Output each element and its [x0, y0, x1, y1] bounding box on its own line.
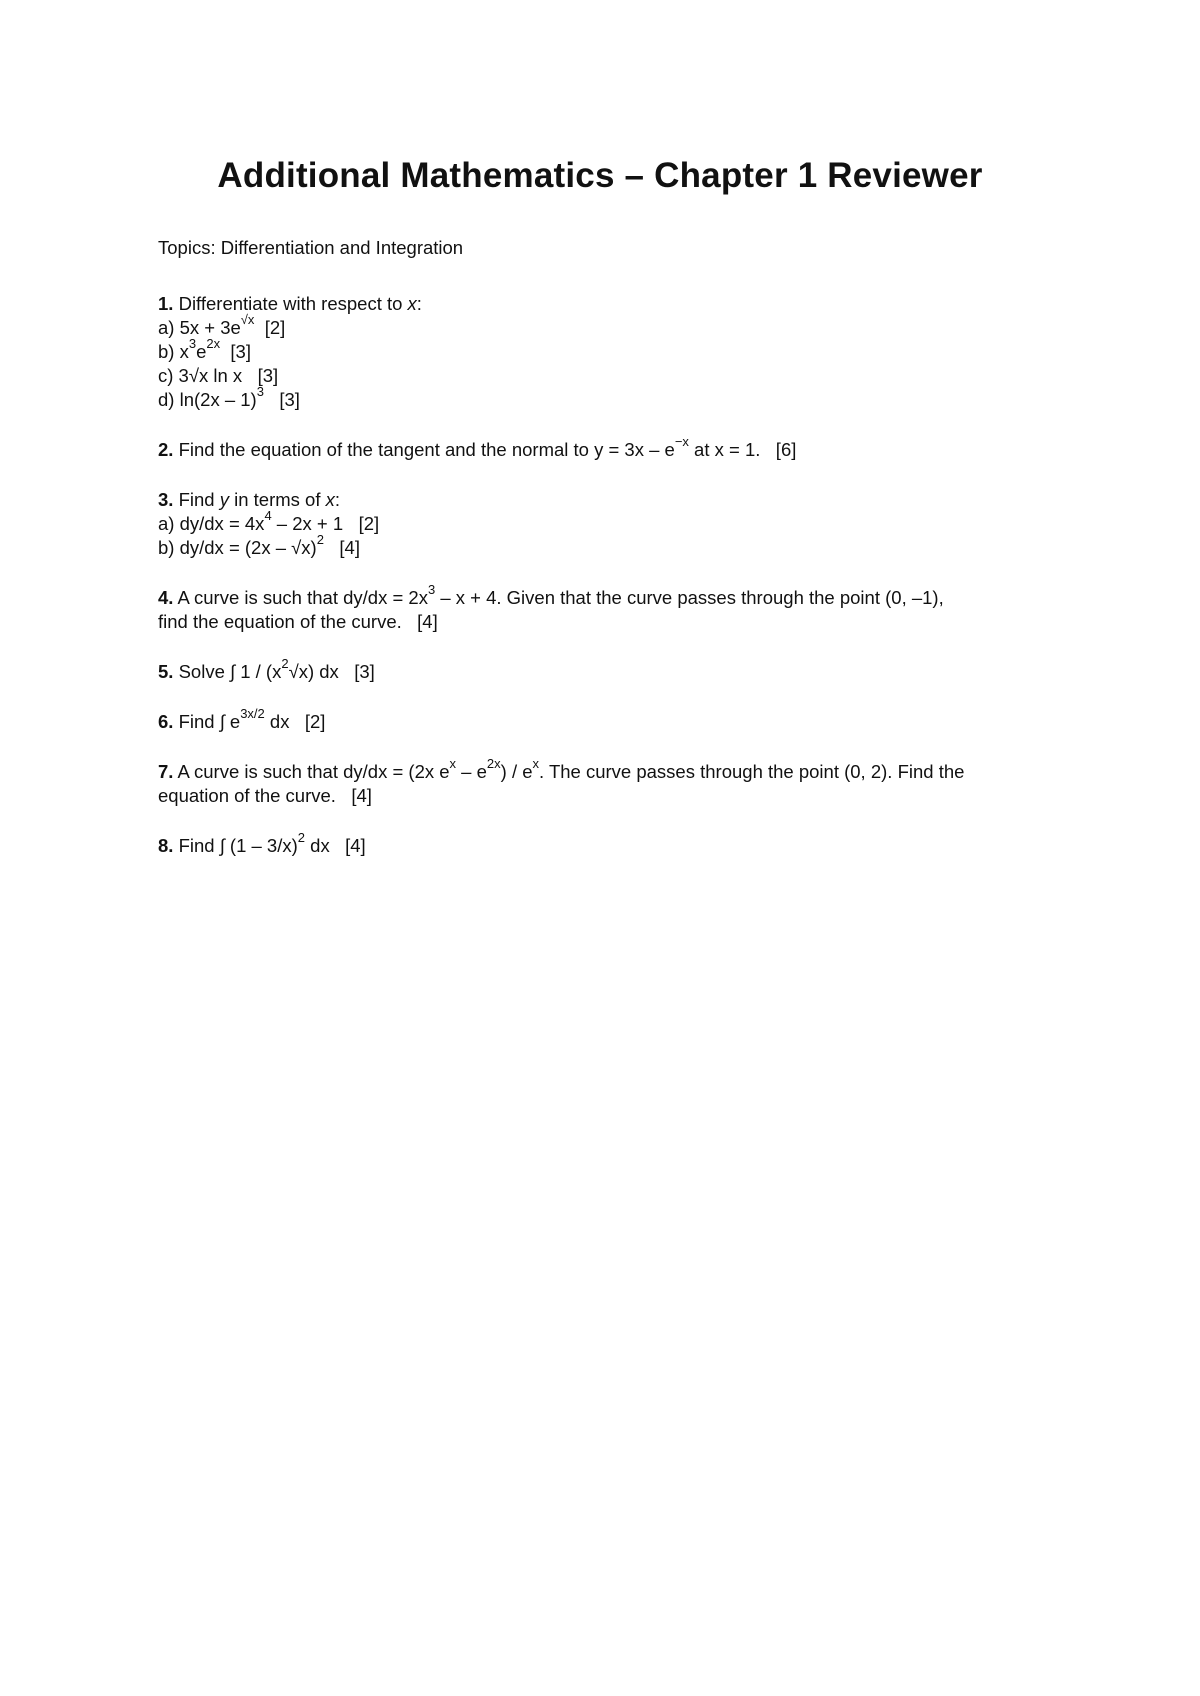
- question-text: :: [416, 293, 422, 314]
- question-6: [158, 705, 1058, 734]
- exponent: 3x/2: [240, 705, 265, 721]
- question-number: 6.: [158, 711, 174, 732]
- question-7: [158, 755, 1058, 808]
- exponent: x: [449, 755, 457, 771]
- question-number: 7.: [158, 761, 174, 782]
- exponent: 2: [316, 531, 324, 547]
- question-4-line-1: [158, 581, 1058, 610]
- question-text: A curve is such that dy/dx = 2x: [173, 587, 428, 608]
- part-text: d) ln(2x – 1): [158, 389, 257, 410]
- question-text: . The curve passes through the point (0, 2). Find the: [539, 761, 965, 782]
- exponent: √x: [240, 311, 255, 327]
- page-title: Additional Mathematics – Chapter 1 Reviewer: [217, 156, 983, 195]
- exponent: 3: [427, 581, 436, 597]
- question-text: dx [4]: [305, 835, 366, 856]
- marks: [2]: [254, 317, 286, 338]
- exponent: 3: [188, 335, 197, 351]
- question-text: Solve ∫ 1 / (x: [173, 661, 282, 682]
- question-number: 1.: [158, 293, 174, 314]
- question-1-stem: [158, 292, 1058, 316]
- marks: [3]: [220, 341, 251, 362]
- exponent: 2: [281, 655, 289, 671]
- exponent: 2: [297, 829, 306, 845]
- question-2: [158, 433, 1058, 462]
- question-text: ) / e: [500, 761, 533, 782]
- question-text: Find the equation of the tangent and the normal to y = 3x – e: [173, 439, 675, 460]
- question-5: [158, 655, 1058, 684]
- variable-x: x: [407, 293, 417, 314]
- exponent: x: [532, 755, 540, 771]
- document-body: [158, 236, 1058, 858]
- marks: [3]: [263, 389, 300, 410]
- question-number: 3.: [158, 489, 174, 510]
- question-7-line-2: equation of the curve. [4]: [158, 785, 372, 806]
- question-1: [158, 292, 1058, 412]
- question-number: 2.: [158, 439, 174, 460]
- question-text: – e: [456, 761, 487, 782]
- question-text: √x) dx [3]: [288, 661, 375, 682]
- question-text: Find ∫ e: [173, 711, 241, 732]
- exponent: −x: [674, 433, 689, 449]
- part-text: a) 5x + 3e: [158, 317, 241, 338]
- question-7-line-1: [158, 755, 1058, 784]
- exponent: 2x: [486, 755, 501, 771]
- question-8: [158, 829, 1058, 858]
- question-1c: c) 3√x ln x [3]: [158, 365, 279, 386]
- question-3b: [158, 531, 1058, 560]
- variable-x: x: [325, 489, 335, 510]
- exponent: 3: [256, 383, 264, 399]
- topics-line: Topics: Differentiation and Integration: [158, 237, 464, 258]
- part-text: [4]: [323, 537, 360, 558]
- question-1b: [158, 335, 1058, 364]
- question-text: Find ∫ (1 – 3/x): [173, 835, 298, 856]
- question-text: A curve is such that dy/dx = (2x e: [173, 761, 450, 782]
- question-text: :: [334, 489, 340, 510]
- question-1d: [158, 383, 1058, 412]
- exponent: 2x: [206, 335, 221, 351]
- variable-y: y: [219, 489, 229, 510]
- part-text: b) x: [158, 341, 189, 362]
- question-number: 8.: [158, 835, 174, 856]
- question-1a: [158, 311, 1058, 340]
- part-text: b) dy/dx = (2x – √x): [158, 537, 317, 558]
- question-4-line-2: find the equation of the curve. [4]: [158, 611, 438, 632]
- question-text: – x + 4. Given that the curve passes through the point (0, –1),: [435, 587, 944, 608]
- question-number: 4.: [158, 587, 174, 608]
- question-text: Differentiate with respect to: [173, 293, 408, 314]
- question-3a: [158, 507, 1058, 536]
- part-text: e: [196, 341, 207, 362]
- question-number: 5.: [158, 661, 174, 682]
- exponent: 4: [264, 507, 272, 523]
- question-text: in terms of: [228, 489, 326, 510]
- question-text: Find: [173, 489, 220, 510]
- question-text: dx [2]: [264, 711, 326, 732]
- part-text: a) dy/dx = 4x: [158, 513, 265, 534]
- question-text: at x = 1. [6]: [688, 439, 797, 460]
- question-3: [158, 488, 1058, 560]
- question-3-stem: [158, 488, 1058, 512]
- part-text: – 2x + 1 [2]: [271, 513, 380, 534]
- question-4: [158, 581, 1058, 634]
